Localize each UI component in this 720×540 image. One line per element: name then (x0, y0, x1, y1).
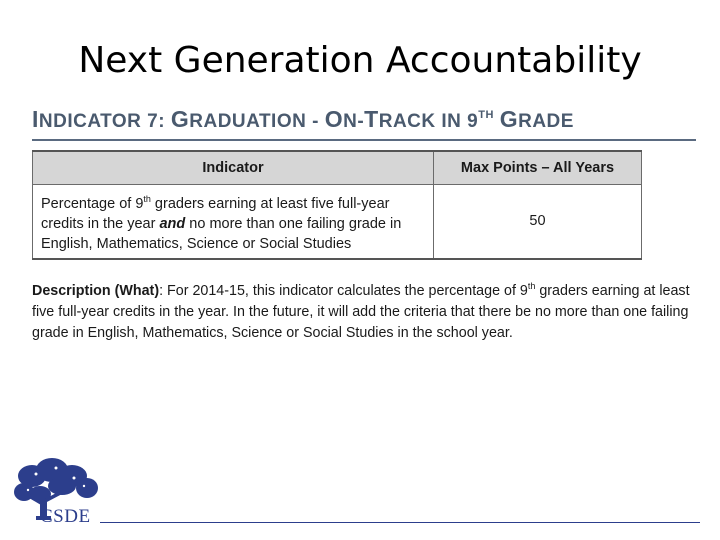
indicator-heading (32, 106, 696, 141)
heading-superscript: TH (478, 109, 494, 121)
indicator-table (32, 150, 642, 260)
csde-logo-text: CSDE (40, 506, 91, 527)
heading-text: RADE (518, 111, 574, 132)
heading-text: NDICATOR 7: (38, 111, 171, 132)
footer-divider (100, 522, 700, 523)
heading-char: G (499, 106, 519, 132)
description-label: Description (What) (32, 282, 160, 299)
max-points-cell: 50 (434, 185, 642, 259)
table-row (33, 185, 642, 259)
heading-char: G (170, 106, 190, 132)
heading-char: O (324, 106, 344, 132)
heading-char: T (364, 106, 379, 132)
indicator-column-header: Indicator (33, 151, 434, 185)
indicator-cell: Percentage of 9th graders earning at least five full-year credits in the year and no more than one failing grade in English, Mathematics, Science or Social Studies (33, 185, 434, 259)
heading-text: RADUATION - (189, 111, 325, 132)
heading-char: I (32, 106, 39, 132)
heading-text: RACK IN 9 (378, 111, 479, 132)
table-header-row (33, 151, 642, 185)
max-points-column-header: Max Points – All Years (434, 151, 642, 185)
slide-title: Next Generation Accountability (78, 40, 642, 81)
description-paragraph: Description (What): For 2014-15, this indicator calculates the percentage of 9th graders earning at least five full-year credits in the year. In the future, it will add the criteria that there be no more than one failing grade in English, Mathematics, Science or Social Studies in the school year. (32, 281, 690, 341)
heading-text: N- (343, 111, 365, 132)
